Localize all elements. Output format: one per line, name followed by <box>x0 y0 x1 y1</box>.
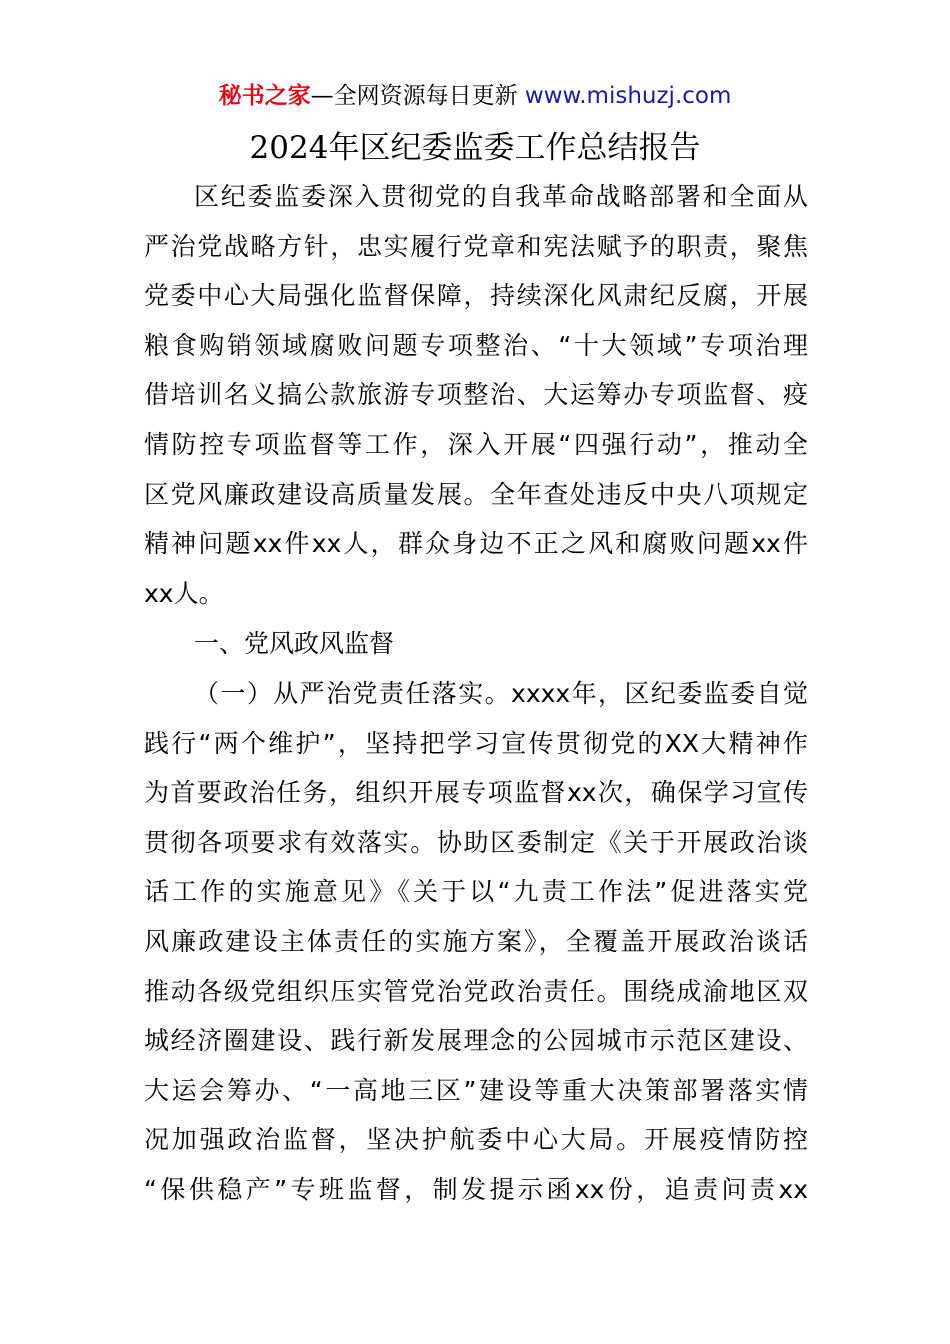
paragraph-intro <box>144 172 808 618</box>
document-title: 2024年区纪委监委工作总结报告 <box>249 130 701 166</box>
paragraph-line: 话工作的实施意见》《关于以“九责工作法”促进落实党 <box>144 877 808 907</box>
paragraph-line: 借培训名义搞公款旅游专项整治、大运筹办专项监督、疫 <box>144 380 808 410</box>
paragraph-line: （一）从严治党责任落实。xxxx年，区纪委监委自觉 <box>194 679 808 708</box>
paragraph-line: 况加强政治监督，坚决护航委中心大局。开展疫情防控 <box>144 1125 808 1155</box>
paragraph-line: 党委中心大局强化监督保障，持续深化风肃纪反腐，开展 <box>144 281 808 311</box>
paragraph-line: 风廉政建设主体责任的实施方案》，全覆盖开展政治谈话 <box>144 926 808 956</box>
paragraph-line: 精神问题xx件xx人，群众身边不正之风和腐败问题xx件 <box>144 529 808 559</box>
paragraph-line: 践行“两个维护”，坚持把学习宣传贯彻党的XX大精神作 <box>144 728 808 758</box>
section-heading <box>144 619 808 669</box>
header-brand: 秘书之家 <box>218 83 311 109</box>
header-url-link[interactable]: www.mishuzj.com <box>524 83 732 109</box>
paragraph-line: 贯彻各项要求有效落实。协助区委制定《关于开展政治谈 <box>144 827 808 857</box>
paragraph-line: 为首要政治任务，组织开展专项监督xx次，确保学习宣传 <box>144 778 808 808</box>
paragraph-line: 严治党战略方针，忠实履行党章和宪法赋予的职责，聚焦 <box>144 231 808 261</box>
paragraph-line: xx人。 <box>144 578 224 608</box>
header-tagline: —全网资源每日更新 <box>310 83 518 109</box>
paragraph-responsibility <box>144 669 808 1215</box>
paragraph-line: 粮食购销领域腐败问题专项整治、“十大领域”专项治理 <box>144 330 808 360</box>
paragraph-line: 区纪委监委深入贯彻党的自我革命战略部署和全面从 <box>194 182 808 211</box>
section-heading-text: 一、党风政风监督 <box>194 629 395 658</box>
paragraph-line: 大运会筹办、“一高地三区”建设等重大决策部署落实情 <box>144 1075 808 1105</box>
paragraph-line: 情防控专项监督等工作，深入开展“四强行动”，推动全 <box>144 429 808 459</box>
paragraph-line: 城经济圈建设、践行新发展理念的公园城市示范区建设、 <box>144 1026 808 1056</box>
paragraph-line: “保供稳产”专班监督，制发提示函xx份，追责问责xx <box>144 1174 808 1204</box>
site-header <box>0 78 950 114</box>
paragraph-line: 推动各级党组织压实管党治党政治责任。围绕成渝地区双 <box>144 976 808 1006</box>
paragraph-line: 区党风廉政建设高质量发展。全年查处违反中央八项规定 <box>144 479 808 509</box>
